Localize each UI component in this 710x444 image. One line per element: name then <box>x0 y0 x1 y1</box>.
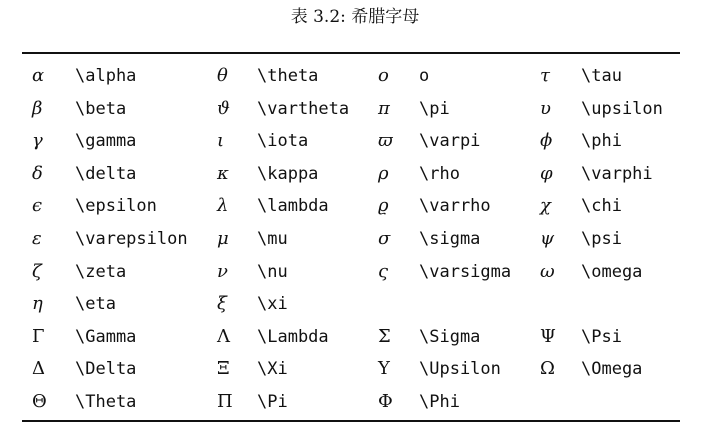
greek-symbol: Ω <box>540 358 555 380</box>
latex-command: \Gamma <box>75 326 137 347</box>
greek-symbol: Ξ <box>217 358 230 380</box>
greek-symbol: Υ <box>378 358 390 380</box>
bottom-rule <box>22 420 680 422</box>
latex-command: \lambda <box>257 196 329 217</box>
latex-command: \omega <box>581 261 643 282</box>
latex-command: \alpha <box>75 66 137 86</box>
table-row <box>0 93 710 126</box>
latex-command: \mu <box>257 228 288 249</box>
greek-symbol: ι <box>217 130 225 152</box>
table-row <box>0 158 710 191</box>
greek-symbol: ϑ <box>217 97 230 119</box>
greek-symbol: β <box>32 97 43 119</box>
greek-symbol: Φ <box>378 390 393 412</box>
top-rule <box>22 52 680 54</box>
table-row <box>0 321 710 354</box>
latex-command: \pi <box>419 98 450 119</box>
latex-command: \upsilon <box>581 98 663 119</box>
latex-command: \psi <box>581 228 622 249</box>
greek-symbol: ξ <box>217 293 227 315</box>
latex-command: \Pi <box>257 391 288 412</box>
latex-command: \chi <box>581 196 622 217</box>
greek-symbol: ϵ <box>32 195 43 217</box>
latex-command: \delta <box>75 163 137 184</box>
latex-command: \tau <box>581 66 622 86</box>
greek-symbol: ν <box>217 260 228 282</box>
greek-symbol: θ <box>217 65 228 86</box>
table-row <box>0 386 710 419</box>
greek-symbol: τ <box>540 65 550 86</box>
greek-symbol: ζ <box>32 260 42 282</box>
greek-symbol: α <box>32 65 45 86</box>
greek-symbol: Λ <box>217 325 230 347</box>
latex-command: \beta <box>75 98 127 119</box>
greek-symbol: ψ <box>540 227 555 249</box>
greek-symbol: Π <box>217 390 233 412</box>
latex-command: \Delta <box>75 359 137 380</box>
latex-command: \varepsilon <box>75 228 188 249</box>
table-row <box>0 125 710 158</box>
greek-symbol: γ <box>32 130 43 152</box>
latex-command: \rho <box>419 163 460 184</box>
table-row <box>0 353 710 386</box>
greek-symbol: Ψ <box>540 325 556 347</box>
greek-symbol: π <box>378 97 390 119</box>
latex-command: \xi <box>257 294 288 315</box>
latex-command: \Lambda <box>257 326 329 347</box>
latex-command: \Sigma <box>419 326 481 347</box>
table-row <box>0 60 710 93</box>
latex-command: \varrho <box>419 196 491 217</box>
latex-command: \gamma <box>75 131 137 152</box>
greek-symbol: ρ <box>378 162 389 184</box>
latex-command: \varphi <box>581 163 653 184</box>
greek-symbol: χ <box>540 195 551 217</box>
latex-command: \varsigma <box>419 261 512 282</box>
greek-symbol: ϱ <box>378 195 389 217</box>
greek-symbol: η <box>32 293 43 315</box>
greek-symbol: κ <box>217 162 229 184</box>
table-row <box>0 190 710 223</box>
greek-symbol: φ <box>540 162 553 184</box>
latex-command: \Upsilon <box>419 359 501 380</box>
latex-command: \sigma <box>419 228 481 249</box>
greek-symbol: ϕ <box>540 130 553 152</box>
latex-command: \zeta <box>75 261 127 282</box>
greek-symbol: ε <box>32 227 42 249</box>
latex-command: \Theta <box>75 391 137 412</box>
latex-command: \Xi <box>257 359 288 380</box>
latex-command: \eta <box>75 294 116 315</box>
greek-symbol: Σ <box>378 325 391 347</box>
greek-symbol: σ <box>378 227 391 249</box>
table-caption: 表 3.2: 希腊字母 <box>290 7 420 27</box>
greek-symbol: ϖ <box>378 130 393 152</box>
greek-symbol: μ <box>217 227 229 249</box>
latex-command: \vartheta <box>257 98 350 119</box>
latex-command: o <box>419 66 430 86</box>
latex-command: \varpi <box>419 131 481 152</box>
table-row <box>0 223 710 256</box>
latex-command: \nu <box>257 261 288 282</box>
latex-command: \epsilon <box>75 196 157 217</box>
greek-symbol: o <box>378 65 389 86</box>
latex-command: \theta <box>257 66 319 86</box>
latex-command: \Omega <box>581 359 643 380</box>
latex-command: \iota <box>257 131 309 152</box>
latex-command: \kappa <box>257 163 319 184</box>
greek-symbol: ω <box>540 260 555 282</box>
latex-command: \Psi <box>581 326 622 347</box>
greek-symbol: υ <box>540 97 551 119</box>
greek-symbol: ς <box>378 260 389 282</box>
greek-symbol: Δ <box>32 358 45 380</box>
greek-symbol: λ <box>217 195 229 217</box>
greek-symbol: Γ <box>32 325 45 347</box>
latex-command: \Phi <box>419 391 460 412</box>
latex-command: \phi <box>581 131 622 152</box>
greek-letters-table <box>0 60 710 419</box>
greek-symbol: δ <box>32 162 43 184</box>
greek-symbol: Θ <box>32 390 47 412</box>
table-row <box>0 256 710 289</box>
table-row <box>0 288 710 321</box>
